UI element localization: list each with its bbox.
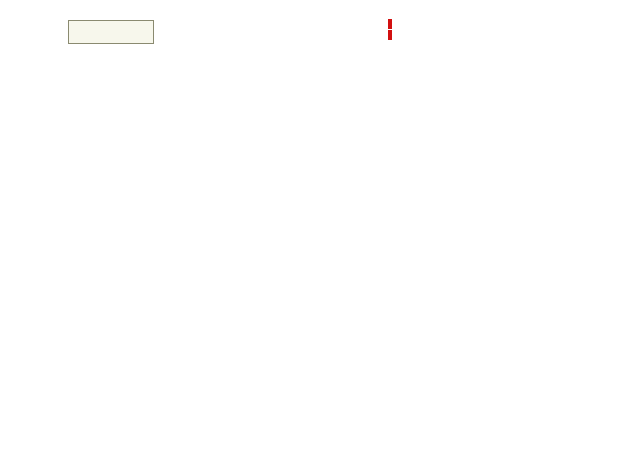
download-link[interactable] <box>388 30 392 40</box>
download-banner[interactable] <box>248 19 532 41</box>
download-banner-line1[interactable] <box>388 19 392 29</box>
copy-note-box <box>68 20 154 44</box>
